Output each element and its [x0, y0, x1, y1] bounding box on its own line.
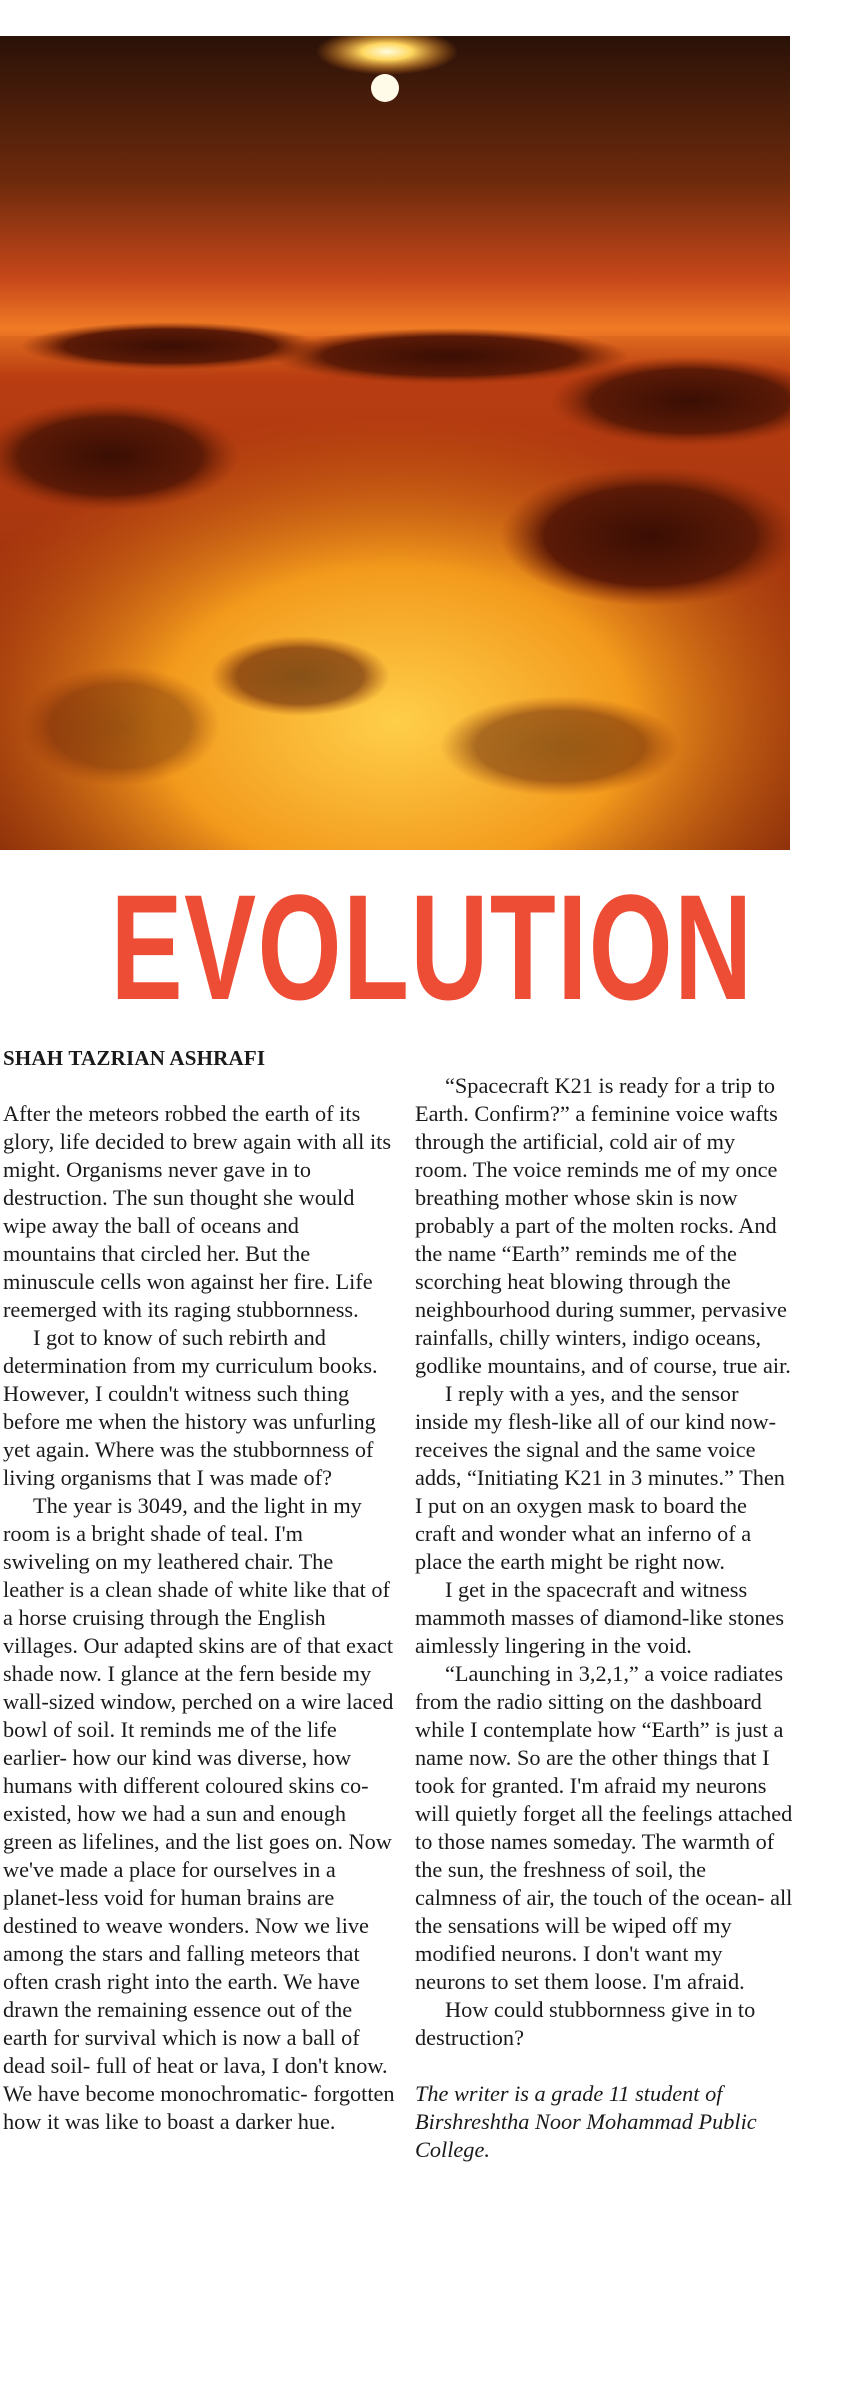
paragraph-5: I reply with a yes, and the sensor inside my flesh-like all of our kind now- receives the signal and the same voice adds, “Initiating K21 in 3 minutes.” Then I put on an oxygen mask to board the craft and wonder what an inferno of a place the earth might be right now.: [415, 1381, 785, 1574]
hero-image: [0, 36, 790, 850]
paragraph-8: How could stubbornness give in to destruction?: [415, 1997, 756, 2050]
paragraph-1: After the meteors robbed the earth of its glory, life decided to brew again with all its might. Organisms never gave in to destruction. The sun thought she would wipe away the ball of oceans and mountains that circled her. But the minuscule cells won against her fire. Life reemerged with its raging stubbornness.: [3, 1101, 392, 1322]
article-title: EVOLUTION: [110, 863, 754, 1031]
article-column-right: [415, 1044, 793, 2164]
paragraph-2: I got to know of such rebirth and determination from my curriculum books. However, I couldn't witness such thing before me when the history was unfurling yet again. Where was the stubbornness of living organisms that I was made of?: [3, 1325, 378, 1490]
author-byline: SHAH TAZRIAN ASHRAFI: [3, 1046, 266, 1070]
article-column-left: [3, 1072, 395, 2136]
lava-planet-illustration: [0, 36, 790, 850]
author-note: The writer is a grade 11 student of Birshreshtha Noor Mohammad Public College.: [415, 2081, 757, 2162]
paragraph-3: The year is 3049, and the light in my room is a bright shade of teal. I'm swiveling on my leathered chair. The leather is a clean shade of white like that of a horse cruising through the English villages. Our adapted skins are of that exact shade now. I glance at the fern beside my wall-sized window, perched on a wire laced bowl of soil. It reminds me of the life earlier- how our kind was diverse, how humans with different coloured skins co-existed, how we had a sun and enough green as lifelines, and the list goes on. Now we've made a place for ourselves in a planet-less void for human brains are destined to weave wonders. Now we live among the stars and falling meteors that often crash right into the earth. We have drawn the remaining essence out of the earth for survival which is now a ball of dead soil- full of heat or lava, I don't know. We have become monochromatic- forgotten how it was like to boast a darker hue.: [3, 1493, 395, 2134]
paragraph-4: “Spacecraft K21 is ready for a trip to Earth. Confirm?” a feminine voice wafts through the artificial, cold air of my room. The voice reminds me of my once breathing mother whose skin is now probably a part of the molten rocks. And the name “Earth” reminds me of the scorching heat blowing through the neighbourhood during summer, pervasive rainfalls, chilly winters, indigo oceans, godlike mountains, and of course, true air.: [415, 1073, 791, 1378]
paragraph-6: I get in the spacecraft and witness mammoth masses of diamond-like stones aimlessly lingering in the void.: [415, 1577, 785, 1658]
paragraph-7: “Launching in 3,2,1,” a voice radiates from the radio sitting on the dashboard while I contemplate how “Earth” is just a name now. So are the other things that I took for granted. I'm afraid my neurons will quietly forget all the feelings attached to those names someday. The warmth of the sun, the freshness of soil, the calmness of air, the touch of the ocean- all the sensations will be wiped off my modified neurons. I don't want my neurons to set them loose. I'm afraid.: [415, 1661, 793, 1994]
